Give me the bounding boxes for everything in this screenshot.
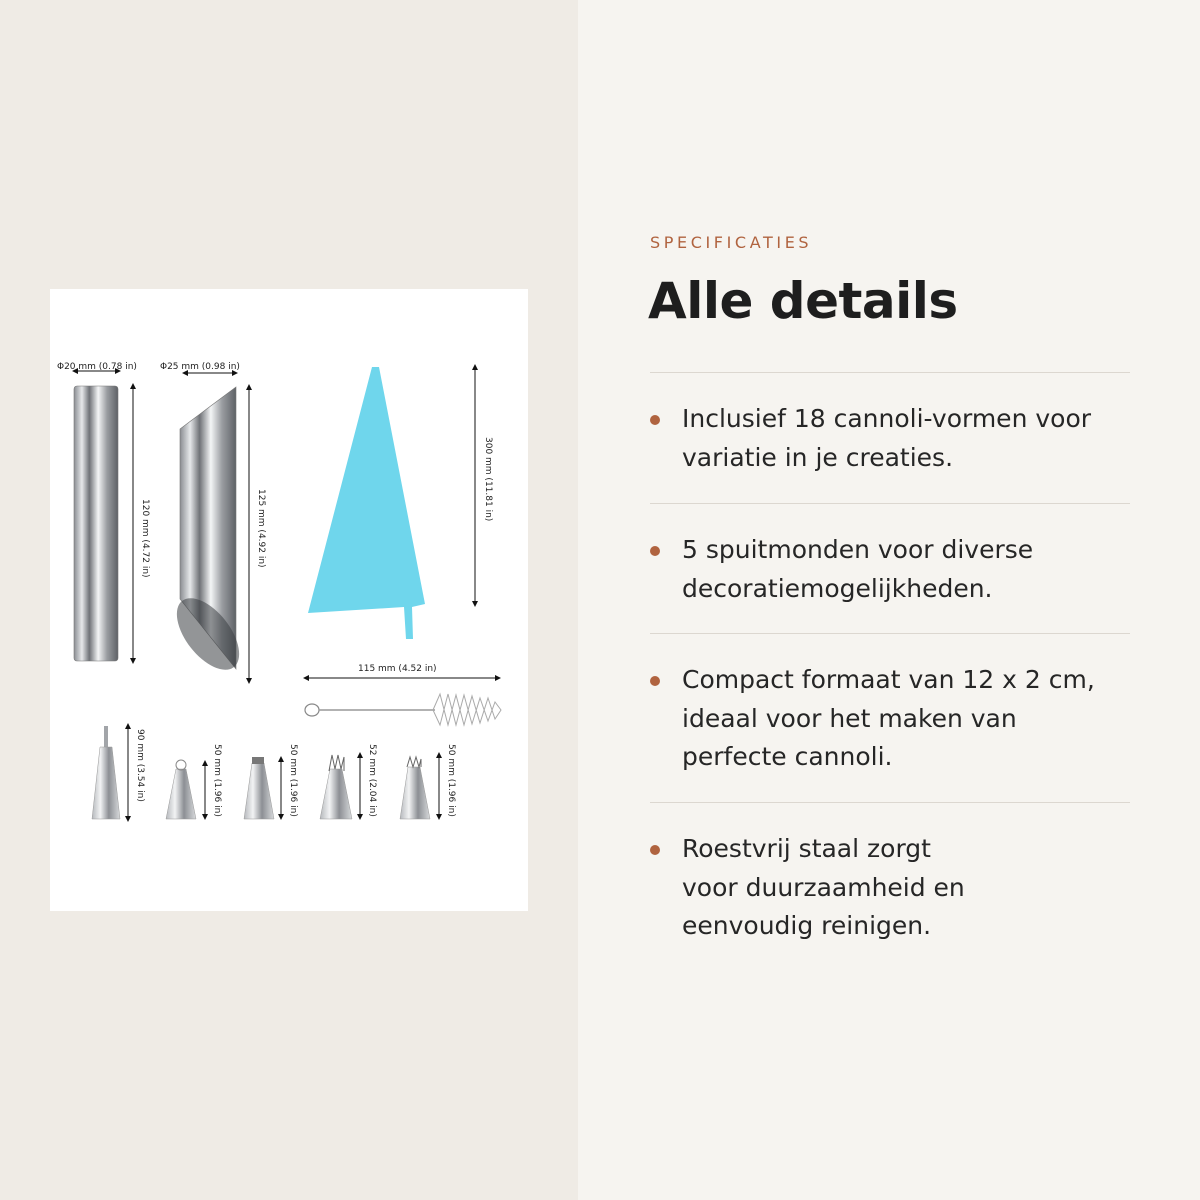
feature-text xyxy=(682,661,1132,777)
brush-length-label: 115 mm (4.52 in) xyxy=(358,664,437,674)
piping-bag xyxy=(308,367,493,639)
bullet-dot-icon xyxy=(650,415,660,425)
tube-length-label: 120 mm (4.72 in) xyxy=(140,499,150,578)
feature-text xyxy=(682,531,1132,608)
tube-diameter-label: Φ20 mm (0.78 in) xyxy=(57,362,137,372)
feature-line: perfecte cannoli. xyxy=(682,742,893,771)
feature-text xyxy=(682,400,1132,477)
divider xyxy=(650,802,1130,803)
section-eyebrow: SPECIFICATIES xyxy=(650,233,813,252)
angled-cannoli-tube xyxy=(160,362,266,681)
page-title: Alle details xyxy=(648,272,958,330)
feature-line: decoratiemogelijkheden. xyxy=(682,573,993,603)
tip1-length-label: 90 mm (3.54 in) xyxy=(135,729,145,802)
cleaning-brush xyxy=(305,664,501,725)
angled-diameter-label: Φ25 mm (0.98 in) xyxy=(160,362,240,372)
feature-line: Roestvrij staal zorgt xyxy=(682,834,931,863)
piping-tip-3 xyxy=(244,744,298,819)
tip5-length-label: 50 mm (1.96 in) xyxy=(446,744,456,817)
feature-line: eenvoudig reinigen. xyxy=(682,911,932,940)
divider xyxy=(650,503,1130,504)
bullet-dot-icon xyxy=(650,546,660,556)
feature-line: Compact formaat van 12 x 2 cm, xyxy=(682,665,1095,694)
bullet-dot-icon xyxy=(650,676,660,686)
left-panel xyxy=(0,0,578,1200)
feature-line: variatie in je creaties. xyxy=(682,442,954,472)
feature-line: ideaal voor het maken van xyxy=(682,703,1017,733)
straight-cannoli-tube xyxy=(57,362,150,661)
feature-line: 5 spuitmonden voor diverse xyxy=(682,535,1034,564)
divider xyxy=(650,372,1130,373)
piping-tip-2 xyxy=(166,744,222,819)
product-illustration xyxy=(50,289,528,911)
piping-tip-4 xyxy=(320,744,377,819)
tip3-length-label: 50 mm (1.96 in) xyxy=(288,744,298,817)
feature-text xyxy=(682,830,1132,946)
divider xyxy=(650,633,1130,634)
feature-line: voor duurzaamheid en xyxy=(682,872,965,902)
bag-length-label: 300 mm (11.81 in) xyxy=(483,437,493,522)
tip2-length-label: 50 mm (1.96 in) xyxy=(212,744,222,817)
feature-line: Inclusief 18 cannoli-vormen voor xyxy=(682,404,1092,433)
bullet-dot-icon xyxy=(650,845,660,855)
piping-tip-5 xyxy=(400,744,456,819)
angled-length-label: 125 mm (4.92 in) xyxy=(256,489,266,568)
product-image xyxy=(50,289,528,911)
piping-tip-1 xyxy=(92,726,145,819)
tip4-length-label: 52 mm (2.04 in) xyxy=(367,744,377,817)
